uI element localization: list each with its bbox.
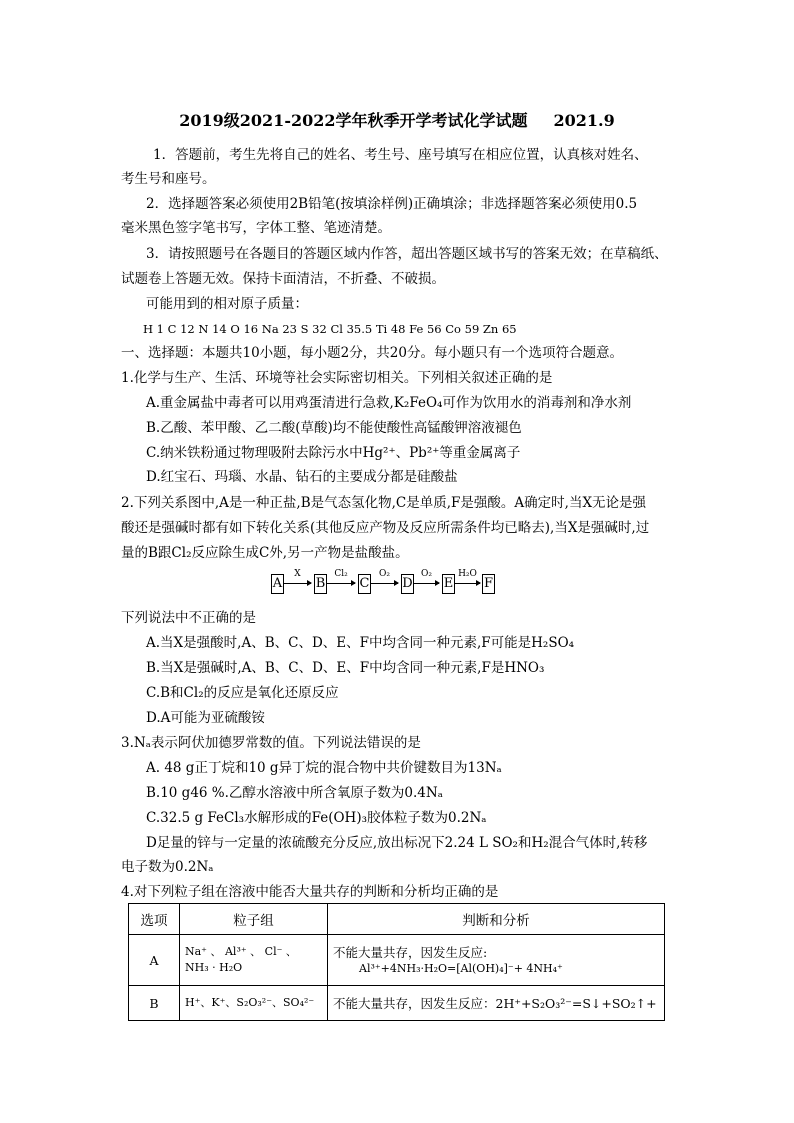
exam-date: 2021.9 bbox=[553, 111, 615, 130]
arrow-2 bbox=[327, 583, 355, 584]
note-1: 1．答题前，考生先将自己的姓名、考生号、座号填写在相应位置，认真核对姓名、 bbox=[153, 147, 648, 163]
arrow-1 bbox=[284, 583, 311, 584]
q2-conversion-diagram bbox=[271, 570, 493, 596]
node-a: A bbox=[271, 574, 284, 594]
q4-stem: 4.对下列粒子组在溶液中能否大量共存的判断和分析均正确的是 bbox=[121, 884, 499, 900]
q2-stem-2: 酸还是强碱时都有如下转化关系(其他反应产物及反应所需条件均已略去),当X是强碱时,过 bbox=[121, 520, 650, 536]
q1-stem: 1.化学与生产、生活、环境等社会实际密切相关。下列相关叙述正确的是 bbox=[121, 370, 553, 386]
arrow-2-label: Cl₂ bbox=[334, 569, 348, 579]
q1-option-c: C.纳米铁粉通过物理吸附去除污水中Hg²⁺、Pb²⁺等重金属离子 bbox=[146, 445, 521, 461]
q2-option-d: D.A可能为亚硫酸铵 bbox=[146, 710, 265, 726]
q2-option-c: C.B和Cl₂的反应是氧化还原反应 bbox=[146, 685, 339, 701]
q3-option-a: A. 48 g正丁烷和10 g异丁烷的混合物中共价键数目为13Nₐ bbox=[146, 760, 502, 776]
arrow-5-label: H₂O bbox=[458, 569, 477, 579]
q1-option-d: D.红宝石、玛瑙、水晶、钻石的主要成分都是硅酸盐 bbox=[146, 469, 458, 485]
q4-table bbox=[128, 903, 665, 1021]
arrow-5 bbox=[455, 583, 480, 584]
analysis-equation: Al³⁺+4NH₃·H₂O=[Al(OH)₄]⁻+ 4NH₄⁺ bbox=[359, 962, 563, 975]
q1-option-a: A.重金属盐中毒者可以用鸡蛋清进行急救,K₂FeO₄可作为饮用水的消毒剂和净水剂 bbox=[146, 395, 632, 411]
note-3-cont: 试题卷上答题无效。保持卡面清洁，不折叠、不破损。 bbox=[121, 271, 445, 287]
particles-line-1: Na⁺ 、 Al³⁺ 、 Cl⁻ 、 bbox=[185, 945, 297, 958]
header-option: 选项 bbox=[129, 904, 180, 935]
row-particles bbox=[180, 935, 328, 986]
q2-option-b: B.当X是强碱时,A、B、C、D、E、F中均含同一种元素,F是HNO₃ bbox=[146, 660, 545, 676]
node-f: F bbox=[482, 574, 495, 594]
exam-title bbox=[0, 108, 794, 131]
atomic-mass-list: H 1 C 12 N 14 O 16 Na 23 S 32 Cl 35.5 Ti 48 Fe 56 Co 59 Zn 65 bbox=[143, 322, 517, 336]
q2-stem-1: 2.下列关系图中,A是一种正盐,B是气态氢化物,C是单质,F是强酸。A确定时,当X无论是强 bbox=[121, 495, 647, 511]
arrow-4 bbox=[414, 583, 439, 584]
section-1-heading: 一、选择题：本题共10小题，每小题2分，共20分。每小题只有一个选项符合题意。 bbox=[121, 345, 623, 361]
header-analysis: 判断和分析 bbox=[328, 904, 665, 935]
title-text: 2019级2021-2022学年秋季开学考试化学试题 bbox=[179, 111, 528, 130]
q3-option-d: D足量的锌与一定量的浓硫酸充分反应,放出标况下2.24 L SO₂和H₂混合气体时,转移 bbox=[146, 835, 648, 851]
q2-lead: 下列说法中不正确的是 bbox=[121, 610, 256, 626]
note-1-cont: 考生号和座号。 bbox=[121, 171, 216, 187]
q1-option-b: B.乙酸、苯甲酸、乙二酸(草酸)均不能使酸性高锰酸钾溶液褪色 bbox=[146, 420, 522, 436]
arrow-1-label: X bbox=[294, 569, 301, 579]
note-2: 2．选择题答案必须使用2B铅笔(按填涂样例)正确填涂；非选择题答案必须使用0.5 bbox=[146, 196, 638, 212]
q3-option-b: B.10 g46 %.乙醇水溶液中所含氧原子数为0.4Nₐ bbox=[146, 785, 443, 801]
arrow-4-label: O₂ bbox=[421, 569, 432, 579]
atomic-mass-label: 可能用到的相对原子质量： bbox=[146, 296, 308, 312]
note-3: 3．请按照题号在各题目的答题区域内作答，超出答题区域书写的答案无效；在草稿纸、 bbox=[146, 246, 668, 262]
node-c: C bbox=[358, 574, 371, 594]
arrow-3 bbox=[371, 583, 398, 584]
table-row bbox=[129, 935, 665, 986]
analysis-judgement: 不能大量共存，因发生反应: bbox=[333, 945, 488, 960]
note-2-cont: 毫米黑色签字笔书写，字体工整、笔迹清楚。 bbox=[121, 220, 391, 236]
table-header-row bbox=[129, 904, 665, 935]
q2-option-a: A.当X是强酸时,A、B、C、D、E、F中均含同一种元素,F可能是H₂SO₄ bbox=[146, 635, 575, 651]
q3-option-c: C.32.5 g FeCl₃水解形成的Fe(OH)₃胶体粒子数为0.2Nₐ bbox=[146, 810, 487, 826]
arrow-3-label: O₂ bbox=[379, 569, 390, 579]
node-b: B bbox=[314, 574, 327, 594]
row-analysis: 不能大量共存，因发生反应：2H⁺+S₂O₃²⁻=S↓+SO₂↑+ bbox=[328, 986, 665, 1021]
table-row bbox=[129, 986, 665, 1021]
node-d: D bbox=[401, 574, 414, 594]
header-particles: 粒子组 bbox=[180, 904, 328, 935]
q3-option-d-cont: 电子数为0.2Nₐ bbox=[121, 859, 214, 875]
particles-line-2: NH₃ · H₂O bbox=[185, 961, 243, 974]
row-particles: H⁺、K⁺、S₂O₃²⁻、SO₄²⁻ bbox=[180, 986, 328, 1021]
row-analysis bbox=[328, 935, 665, 986]
row-option: A bbox=[129, 935, 180, 986]
row-option: B bbox=[129, 986, 180, 1021]
q3-stem: 3.Nₐ表示阿伏加德罗常数的值。下列说法错误的是 bbox=[121, 735, 421, 751]
node-e: E bbox=[442, 574, 455, 594]
q2-stem-3: 量的B跟Cl₂反应除生成C外,另一产物是盐酸盐。 bbox=[121, 545, 409, 561]
